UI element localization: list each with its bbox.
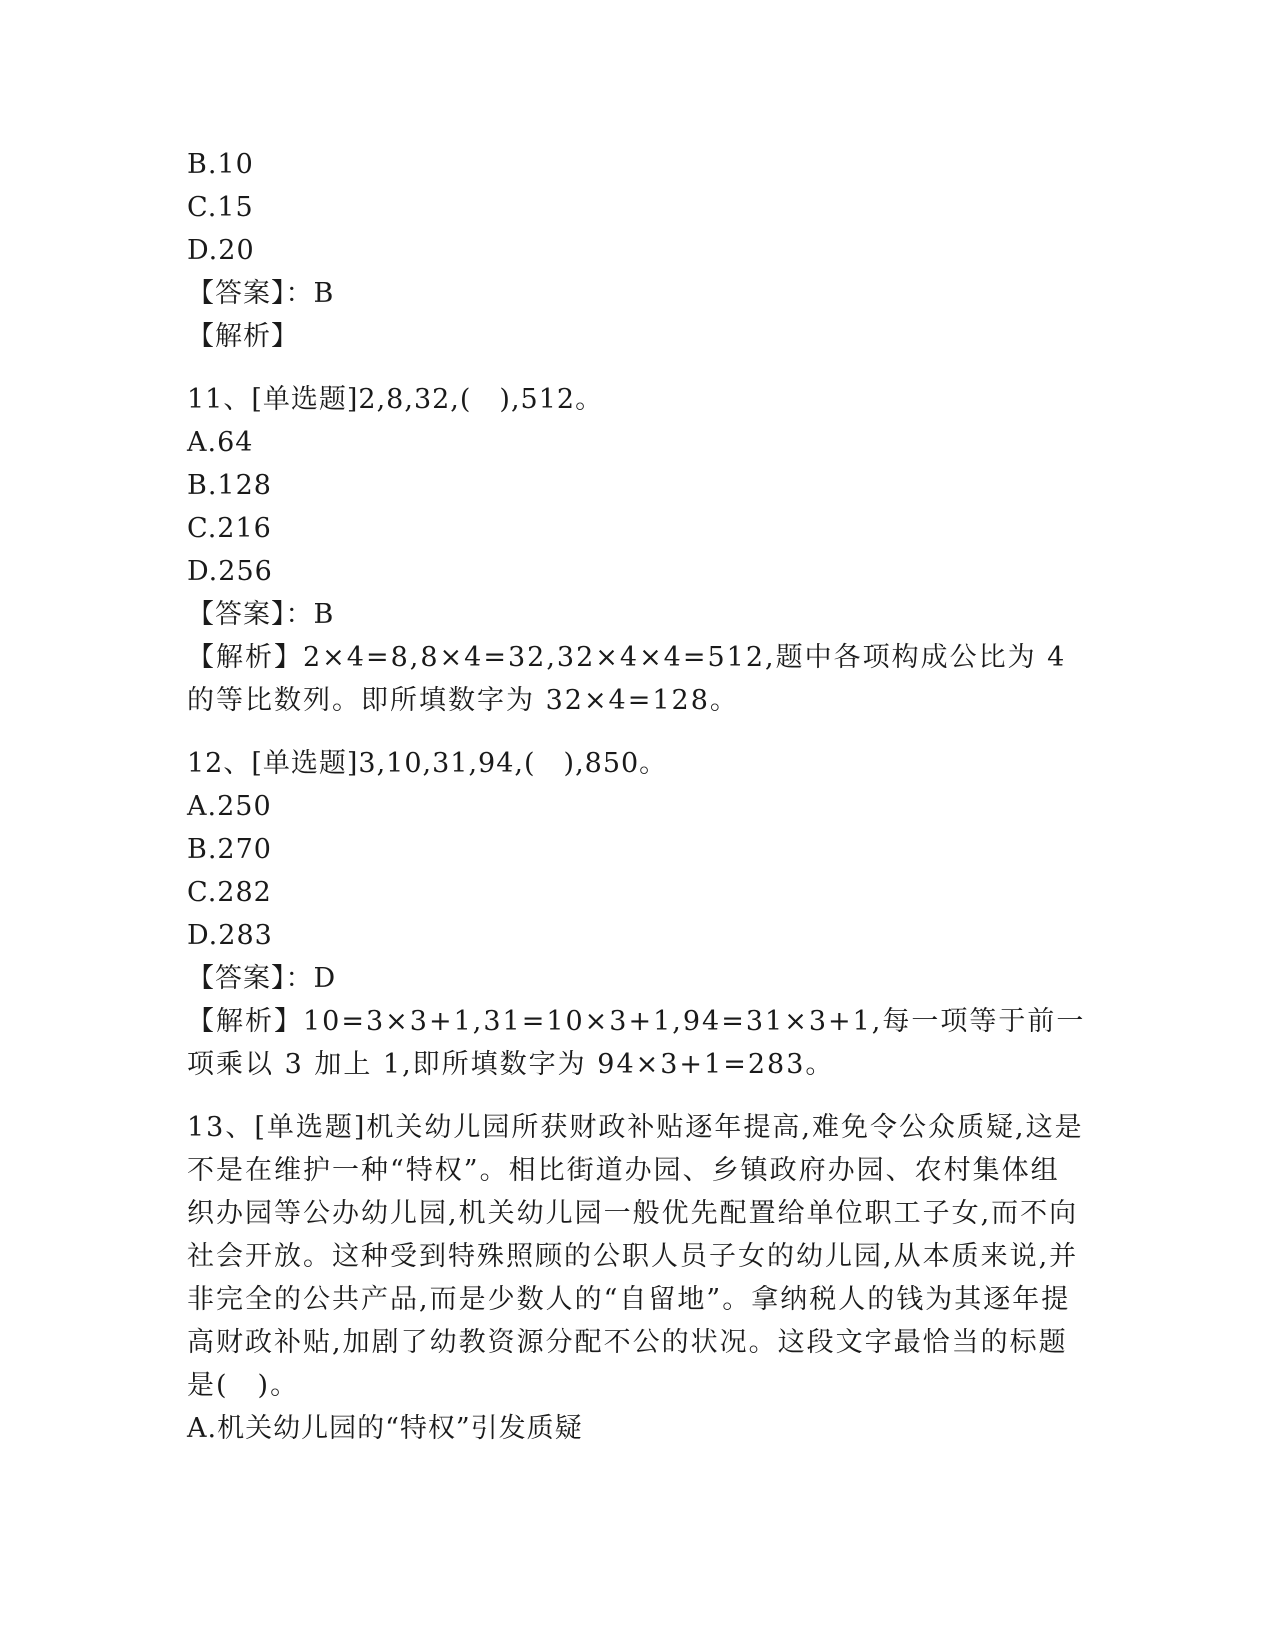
question-12-analysis [187, 1000, 1087, 1086]
question-11-analysis [187, 636, 1087, 722]
question-12-option-c: C.282 [187, 877, 272, 908]
answer-value: D [313, 963, 337, 994]
content-column [187, 143, 1087, 1450]
analysis-label: 【解析】 [187, 1006, 303, 1037]
option-b: B.10 [187, 149, 254, 180]
analysis-line [187, 315, 1087, 358]
answer-separator: ： [285, 278, 314, 309]
answer-separator: ： [285, 599, 314, 630]
question-12-answer [187, 957, 1087, 1000]
answer-label: 【答案】 [187, 599, 286, 630]
question-12-option-a: A.250 [187, 791, 272, 822]
analysis-text: 2×4=8,8×4=32,32×4×4=512,题中各项构成公比为 4 的等比数列。即所填数字为 32×4=128。 [187, 642, 1067, 716]
question-11-option-d: D.256 [187, 556, 273, 587]
question-11-option-a: A.64 [187, 427, 254, 458]
answer-label: 【答案】 [187, 963, 286, 994]
answer-label: 【答案】 [187, 278, 286, 309]
question-12-stem: 12、[单选题]3,10,31,94,( ),850。 [187, 748, 668, 779]
question-12-option-d: D.283 [187, 920, 273, 951]
question-11-option-b: B.128 [187, 470, 272, 501]
question-11-answer [187, 593, 1087, 636]
question-13-option-a: A.机关幼儿园的“特权”引发质疑 [187, 1413, 583, 1444]
question-13-stem: 13、[单选题]机关幼儿园所获财政补贴逐年提高,难免令公众质疑,这是不是在维护一种“特权”。相比街道办园、乡镇政府办园、农村集体组织办园等公办幼儿园,机关幼儿园一般优先配置给单位职工子女,而不向社会开放。这种受到特殊照顾的公职人员子女的幼儿园,从本质来说,并非完全的公共产品,而是少数人的“自留地”。拿纳税人的钱为其逐年提高财政补贴,加剧了幼教资源分配不公的状况。这段文字最恰当的标题是( )。 [187, 1112, 1084, 1401]
answer-line [187, 272, 1087, 315]
answer-value: B [313, 599, 335, 630]
option-c: C.15 [187, 192, 254, 223]
question-11-stem: 11、[单选题]2,8,32,( ),512。 [187, 384, 604, 415]
answer-separator: ： [285, 963, 314, 994]
answer-value: B [313, 278, 335, 309]
analysis-label: 【解析】 [187, 321, 299, 352]
option-d: D.20 [187, 235, 255, 266]
question-12-option-b: B.270 [187, 834, 272, 865]
question-11-option-c: C.216 [187, 513, 272, 544]
analysis-label: 【解析】 [187, 642, 303, 673]
analysis-text: 10=3×3+1,31=10×3+1,94=31×3+1,每一项等于前一项乘以 3 加上 1,即所填数字为 94×3+1=283。 [187, 1006, 1086, 1080]
